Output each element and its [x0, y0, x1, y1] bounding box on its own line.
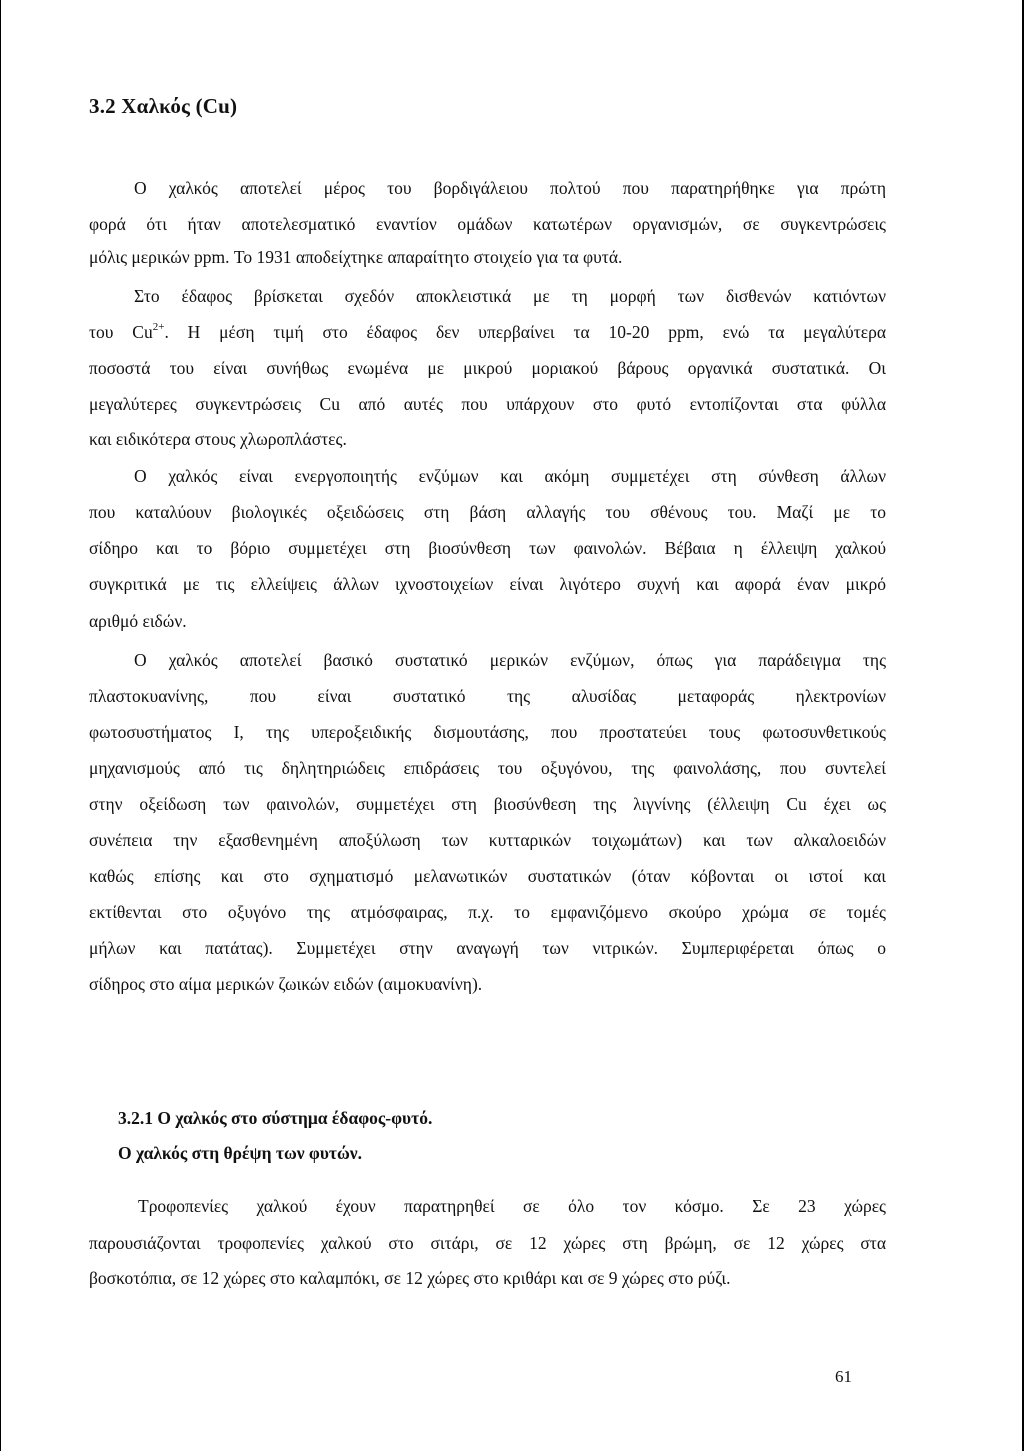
text-segment: του Cu	[89, 322, 153, 342]
paragraph-line: μόλις μερικών ppm. Το 1931 αποδείχτηκε απαραίτητο στοιχείο για τα φυτά.	[89, 247, 623, 267]
paragraph-line: που καταλύουν βιολογικές οξειδώσεις στη βάση αλλαγής του σθένους του. Μαζί με το	[89, 502, 886, 522]
paragraph-line-with-superscript	[89, 320, 886, 344]
paragraph-line: παρουσιάζονται τροφοπενίες χαλκού στο σιτάρι, σε 12 χώρες στη βρώμη, σε 12 χώρες στα	[89, 1233, 886, 1253]
section-heading: 3.2 Χαλκός (Cu)	[89, 94, 238, 118]
paragraph-line: Ο χαλκός αποτελεί μέρος του βορδιγάλειου πολτού που παρατηρήθηκε για πρώτη	[134, 178, 886, 198]
superscript-charge: 2+	[152, 321, 165, 333]
paragraph-line: πλαστοκυανίνης, που είναι συστατικό της αλυσίδας μεταφοράς ηλεκτρονίων	[89, 686, 886, 706]
subsection-subtitle: Ο χαλκός στη θρέψη των φυτών.	[118, 1143, 362, 1163]
paragraph-line: συνέπεια την εξασθενημένη αποξύλωση των κυτταρικών τοιχωμάτων) και των αλκαλοειδών	[89, 830, 886, 850]
paragraph-line: αριθμό ειδών.	[89, 611, 187, 631]
text-segment: . Η μέση τιμή στο έδαφος δεν υπερβαίνει τα 10-20 ppm, ενώ τα μεγαλύτερα	[164, 322, 887, 342]
paragraph-line: σίδηρο και το βόριο συμμετέχει στη βιοσύνθεση των φαινολών. Βέβαια η έλλειψη χαλκού	[89, 538, 886, 558]
paragraph-line: εκτίθενται στο οξυγόνο της ατμόσφαιρας, π.χ. το εμφανιζόμενο σκούρο χρώμα σε τομές	[89, 902, 886, 922]
paragraph-line: Τροφοπενίες χαλκού έχουν παρατηρηθεί σε όλο τον κόσμο. Σε 23 χώρες	[138, 1196, 886, 1216]
paragraph-line: και ειδικότερα στους χλωροπλάστες.	[89, 429, 347, 449]
paragraph-line: στην οξείδωση των φαινολών, συμμετέχει στη βιοσύνθεση της λιγνίνης (έλλειψη Cu έχει ως	[89, 794, 886, 814]
subsection-title: 3.2.1 Ο χαλκός στο σύστημα έδαφος-φυτό.	[118, 1108, 433, 1128]
paragraph-line: Στο έδαφος βρίσκεται σχεδόν αποκλειστικά με τη μορφή των δισθενών κατιόντων	[134, 286, 886, 306]
paragraph-line: Ο χαλκός αποτελεί βασικό συστατικό μερικών ενζύμων, όπως για παράδειγμα της	[134, 650, 886, 670]
paragraph-line: φορά ότι ήταν αποτελεσματικό εναντίον ομάδων κατωτέρων οργανισμών, σε συγκεντρώσεις	[89, 214, 886, 234]
paragraph-line: βοσκοτόπια, σε 12 χώρες στο καλαμπόκι, σε 12 χώρες στο κριθάρι και σε 9 χώρες στο ρύζι.	[89, 1268, 731, 1288]
paragraph-line: μεγαλύτερες συγκεντρώσεις Cu από αυτές που υπάρχουν στο φυτό εντοπίζονται στα φύλλα	[89, 394, 886, 414]
paragraph-line: ποσοστά του είναι συνήθως ενωμένα με μικρού μοριακού βάρους οργανικά συστατικά. Οι	[89, 358, 886, 378]
paragraph-line: Ο χαλκός είναι ενεργοποιητής ενζύμων και ακόμη συμμετέχει στη σύνθεση άλλων	[134, 466, 886, 486]
paragraph-line: σίδηρος στο αίμα μερικών ζωικών ειδών (αιμοκυανίνη).	[89, 974, 483, 994]
paragraph-line: μήλων και πατάτας). Συμμετέχει στην αναγωγή των νιτρικών. Συμπεριφέρεται όπως ο	[89, 938, 886, 958]
paragraph-line: φωτοσυστήματος I, της υπεροξειδικής δισμουτάσης, που προστατεύει τους φωτοσυνθετικούς	[89, 722, 886, 742]
page-number: 61	[835, 1367, 852, 1386]
paragraph-line: μηχανισμούς από τις δηλητηριώδεις επιδράσεις του οξυγόνου, της φαινολάσης, που συντελεί	[89, 758, 886, 778]
paragraph-line: καθώς επίσης και στο σχηματισμό μελανωτικών συστατικών (όταν κόβονται οι ιστοί και	[89, 866, 886, 886]
paragraph-line: συγκριτικά με τις ελλείψεις άλλων ιχνοστοιχείων είναι λιγότερο συχνή και αφορά έναν μικρό	[89, 574, 886, 594]
